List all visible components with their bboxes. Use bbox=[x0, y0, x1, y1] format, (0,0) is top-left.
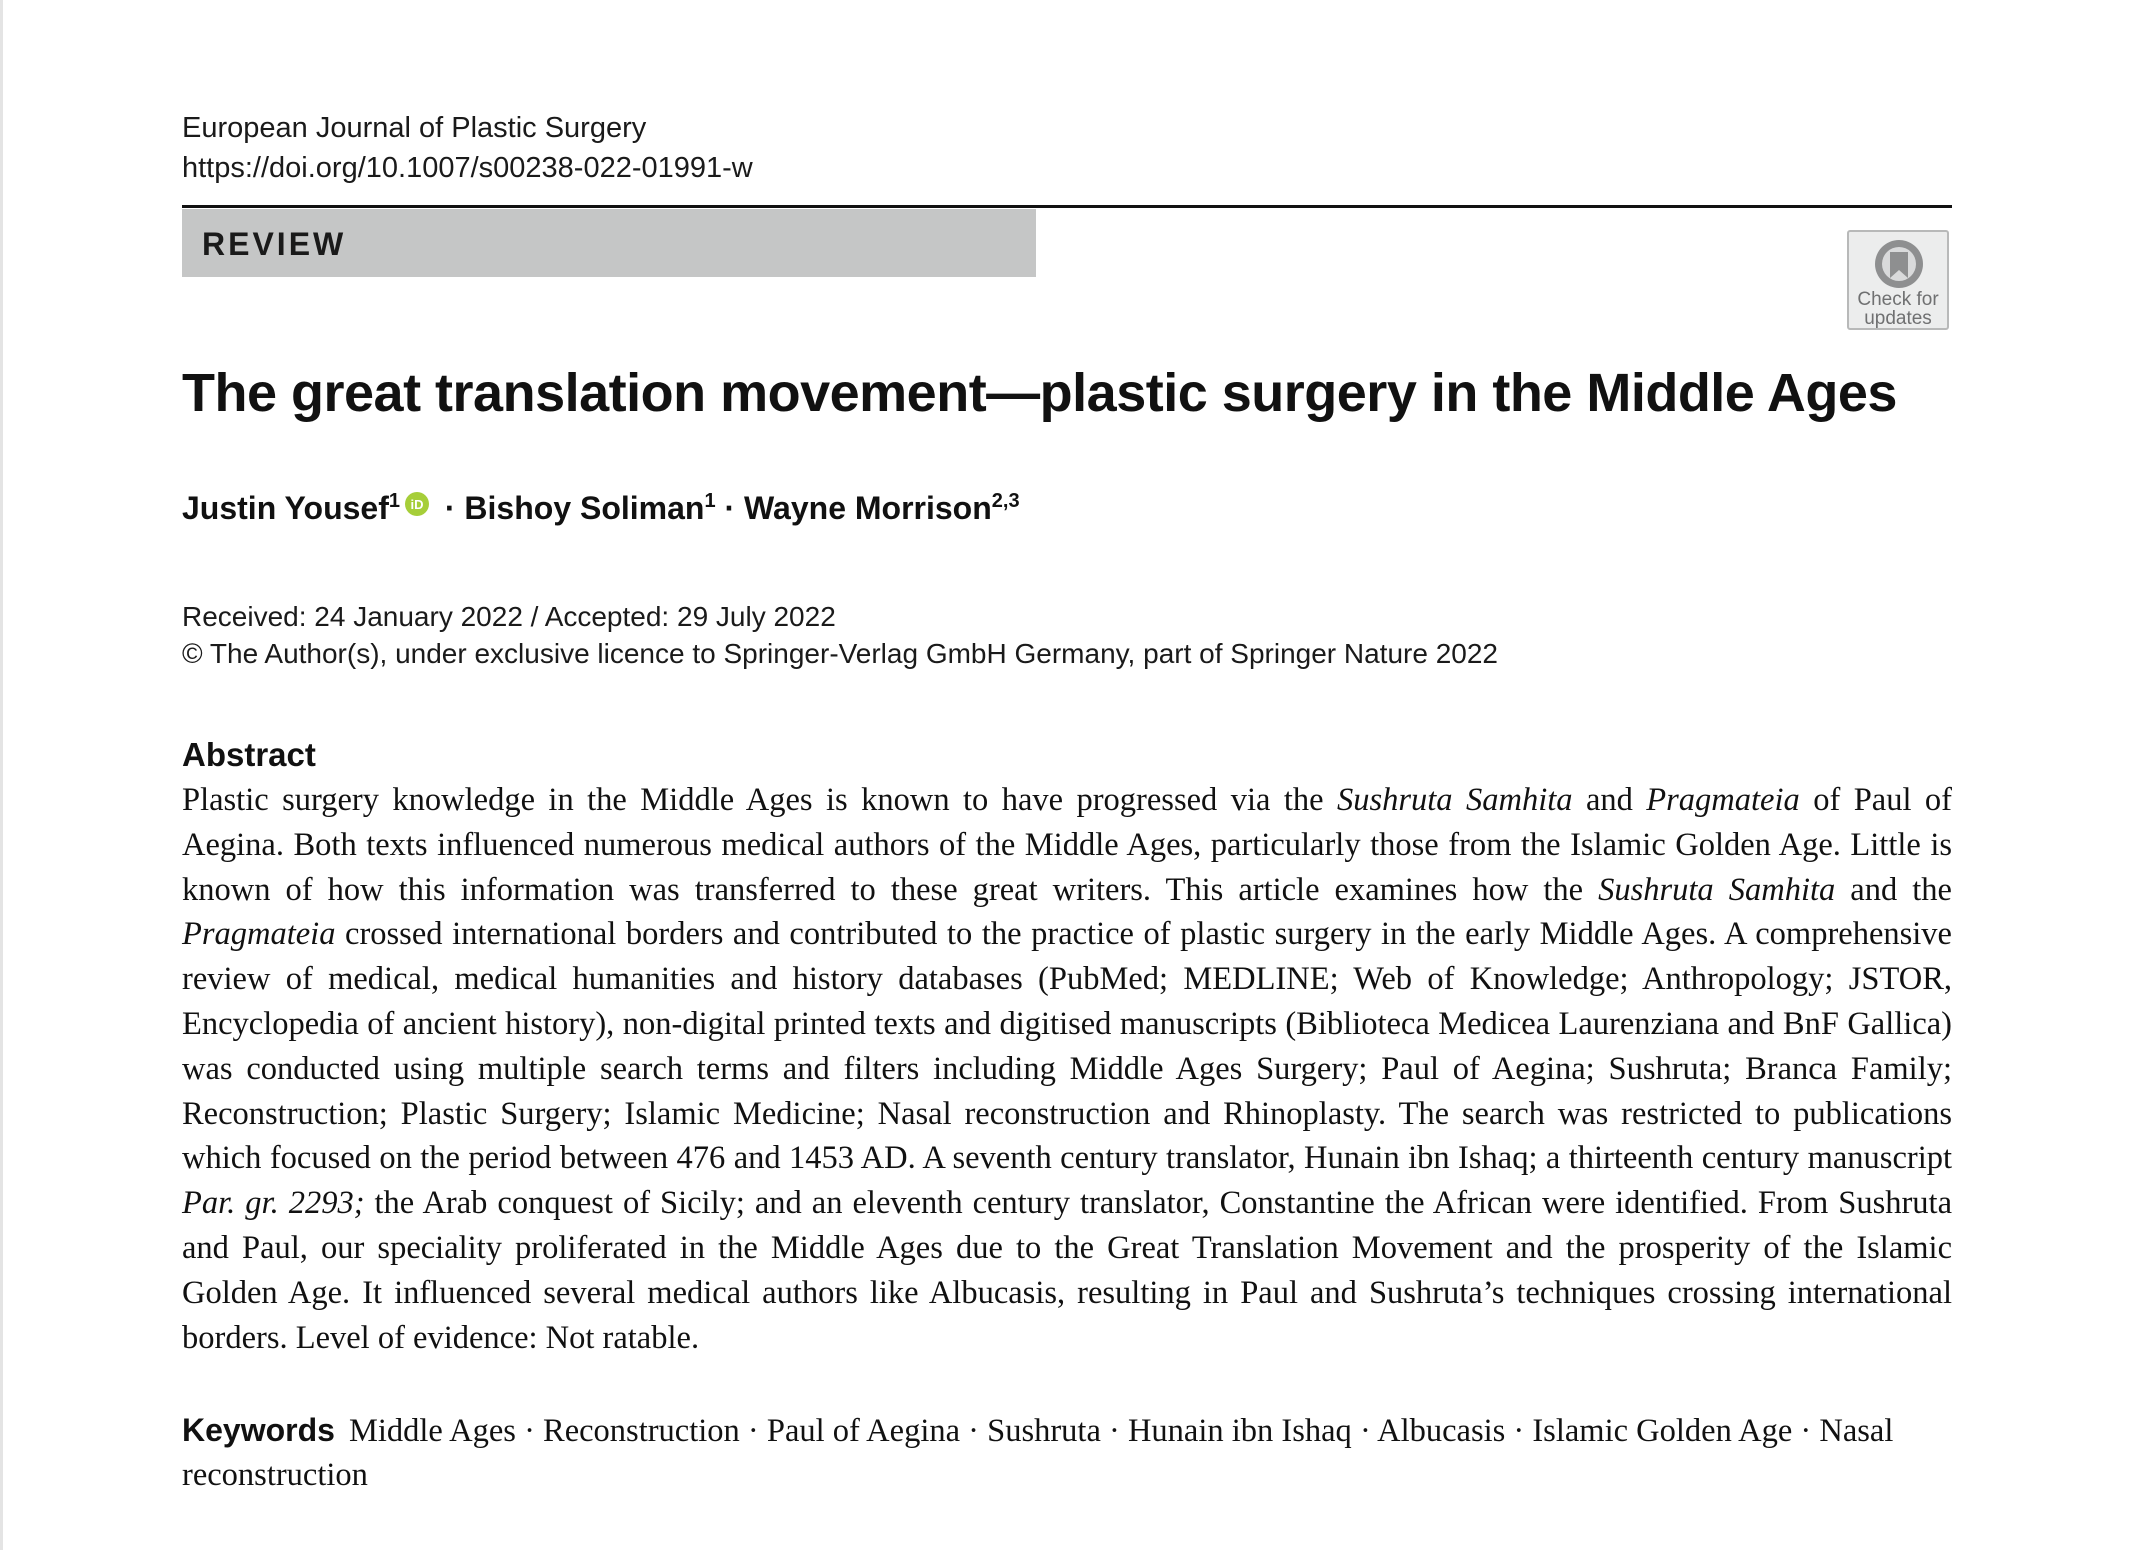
check-for-updates-badge[interactable] bbox=[1847, 230, 1949, 330]
keyword-item[interactable]: Nasal reconstruction bbox=[182, 1413, 1894, 1493]
keyword-separator: · bbox=[1351, 1413, 1378, 1449]
abstract-text bbox=[182, 778, 1952, 1360]
abstract-italic-run: Sushruta Samhita bbox=[1336, 782, 1573, 818]
check-for-updates-text: Check for updates bbox=[1857, 289, 1939, 329]
abstract-italic-run: Pragmateia bbox=[1646, 782, 1800, 818]
keyword-item[interactable]: Sushruta bbox=[987, 1413, 1101, 1449]
publication-dates bbox=[182, 598, 1498, 672]
abstract-run: Plastic surgery knowledge in the Middle Ages is known to have progressed via the bbox=[182, 782, 1337, 818]
keywords-section bbox=[182, 1408, 1952, 1497]
author-affiliation: 2,3 bbox=[991, 490, 1020, 512]
author-name[interactable]: Wayne Morrison bbox=[744, 490, 992, 526]
abstract-italic-run: Par. gr. 2293; bbox=[182, 1185, 365, 1222]
author-separator: · bbox=[715, 490, 745, 526]
abstract-run: crossed international borders and contributed to the practice of plastic surgery in the early Middle Ages. A comprehensive review of medical, medical humanities and history databases (PubMed; MEDLINE; Web of Knowledge; Anthropology; JSTOR, Encyclopedia of ancient history), non-digital printed texts and digitised manuscripts (Biblioteca Medicea Laurenziana and BnF Gallica) was conducted using multiple search terms and filters including Middle Ages Surgery; Paul of Aegina; Sushruta; Branca Family; Reconstruction; Plastic Surgery; Islamic Medicine; Nasal reconstruction and Rhinoplasty. The search was restricted to publications which focused on the period between 476 and 1453 AD. A seventh century translator, Hunain ibn Ishaq; a thirteenth century manuscript bbox=[182, 916, 1952, 1177]
abstract-run: and bbox=[1572, 782, 1647, 818]
keyword-separator: · bbox=[1100, 1413, 1128, 1449]
received-accepted: Received: 24 January 2022 / Accepted: 29 July 2022 bbox=[182, 601, 836, 632]
abstract-run: and the bbox=[1835, 871, 1952, 908]
keywords-list bbox=[182, 1413, 1893, 1493]
keyword-item[interactable]: Hunain ibn Ishaq bbox=[1127, 1413, 1352, 1449]
author-name[interactable]: Bishoy Soliman bbox=[464, 490, 705, 526]
author-name[interactable]: Justin Yousef bbox=[182, 490, 389, 526]
keyword-separator: · bbox=[739, 1413, 767, 1449]
keyword-item[interactable]: Albucasis bbox=[1377, 1413, 1506, 1449]
author-affiliation: 1 bbox=[704, 490, 716, 512]
author-affiliation: 1 bbox=[388, 490, 400, 512]
doi-link[interactable]: https://doi.org/10.1007/s00238-022-01991-w bbox=[182, 152, 753, 184]
keyword-separator: · bbox=[515, 1413, 544, 1449]
keyword-item[interactable]: Middle Ages bbox=[348, 1413, 516, 1449]
abstract-heading: Abstract bbox=[182, 736, 316, 773]
keyword-item[interactable]: Paul of Aegina bbox=[766, 1413, 961, 1449]
page-edge bbox=[0, 0, 3, 1550]
keywords-label: Keywords bbox=[182, 1412, 335, 1448]
keyword-separator: · bbox=[1792, 1413, 1820, 1449]
check-for-updates-icon bbox=[1873, 238, 1925, 290]
abstract-run: of Paul of Aegina. Both texts influenced numerous medical authors of the Middle Ages, particularly those from the Islamic Golden Age. Little is known of how this information was transferred to these great writers. This article examines how the bbox=[182, 782, 1952, 908]
section-label: REVIEW bbox=[202, 226, 347, 262]
keyword-item[interactable]: Reconstruction bbox=[543, 1413, 740, 1449]
copyright-line: © The Author(s), under exclusive licence to Springer-Verlag GmbH Germany, part of Springer Nature 2022 bbox=[182, 638, 1498, 669]
keyword-separator: · bbox=[960, 1413, 988, 1449]
author-list bbox=[182, 490, 1020, 527]
journal-name: European Journal of Plastic Surgery bbox=[182, 112, 647, 144]
journal-header bbox=[182, 108, 753, 188]
keyword-item[interactable]: Islamic Golden Age bbox=[1532, 1413, 1793, 1449]
abstract-italic-run: Pragmateia bbox=[182, 916, 336, 953]
abstract-run: the Arab conquest of Sicily; and an eleventh century translator, Constantine the African were identified. From Sushruta and Paul, our speciality proliferated in the Middle Ages due to the Great Translation Movement and the prosperity of the Islamic Golden Age. It influenced several medical authors like Albucasis, resulting in Paul and Sushruta’s techniques crossing international borders. Level of evidence: Not ratable. bbox=[182, 1185, 1952, 1356]
article-title: The great translation movement—plastic surgery in the Middle Ages bbox=[182, 363, 1897, 423]
svg-text:iD: iD bbox=[410, 497, 424, 512]
keyword-separator: · bbox=[1505, 1413, 1533, 1449]
orcid-icon[interactable] bbox=[404, 491, 430, 517]
header-rule bbox=[182, 205, 1952, 208]
abstract-italic-run: Sushruta Samhita bbox=[1598, 871, 1836, 908]
author-separator: · bbox=[435, 490, 465, 526]
section-band bbox=[182, 209, 1036, 277]
